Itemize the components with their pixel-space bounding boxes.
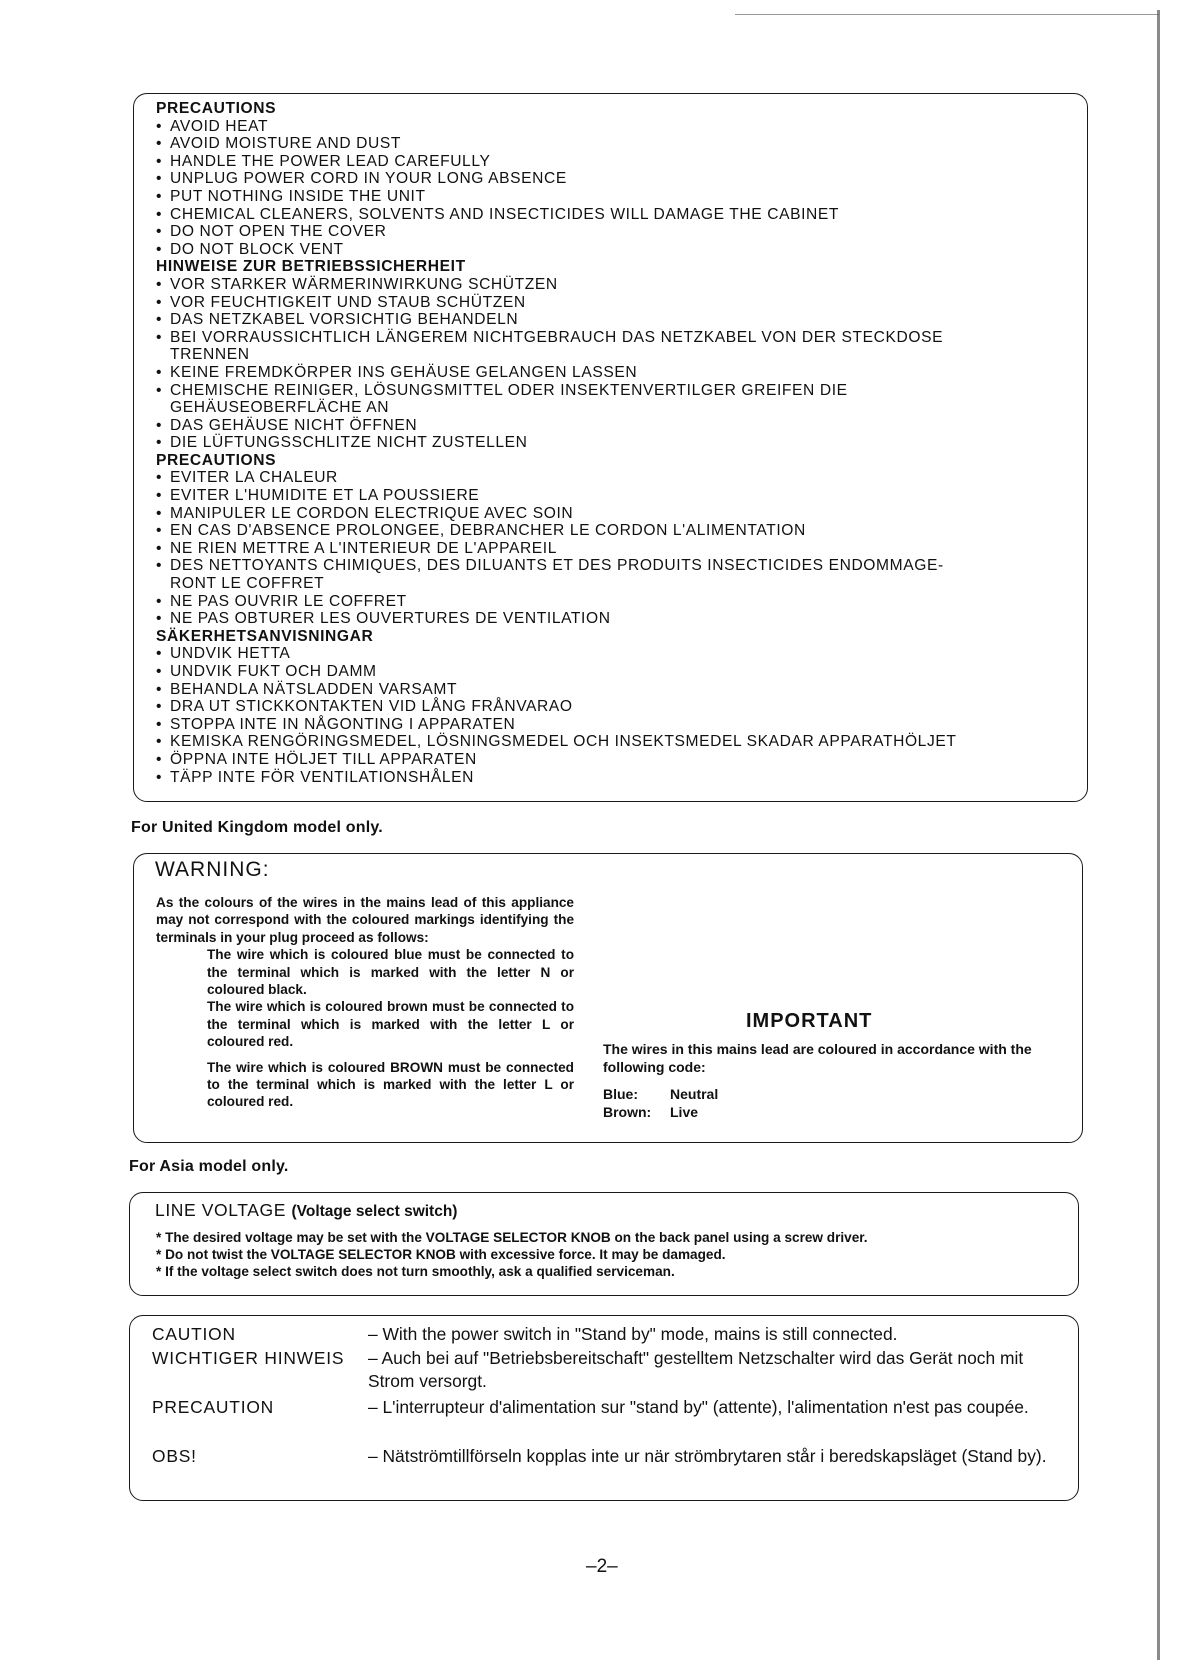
precautions-heading-fr: PRECAUTIONS <box>156 451 277 469</box>
color-code-row: Blue: Neutral <box>603 1086 719 1102</box>
warning-intro: As the colours of the wires in the mains lead of this appliance may not correspond with the coloured markings identifying the terminals in your plug proceed as follows: <box>156 895 574 945</box>
list-item: • DAS GEHÄUSE NICHT ÖFFNEN <box>156 416 418 434</box>
precautions-heading-sv: SÄKERHETSANVISNINGAR <box>156 627 374 645</box>
list-item: • UNDVIK FUKT OCH DAMM <box>156 663 377 680</box>
precautions-list-en <box>156 118 1087 259</box>
warning-box <box>133 853 1083 1143</box>
list-item: • UNDVIK HETTA <box>156 645 291 663</box>
list-item: • DIE LÜFTUNGSSCHLITZE NICHT ZUSTELLEN <box>156 434 528 452</box>
list-item: • VOR FEUCHTIGKEIT UND STAUB SCHÜTZEN <box>156 293 526 311</box>
list-item: • UNPLUG POWER CORD IN YOUR LONG ABSENCE <box>156 170 567 188</box>
list-item: • PUT NOTHING INSIDE THE UNIT <box>156 187 426 205</box>
list-item: • KEINE FREMDKÖRPER INS GEHÄUSE GELANGEN LASSEN <box>156 363 638 381</box>
wire-instruction: The wire which is coloured brown must be connected to the terminal which is marked with the letter L or coloured red. <box>207 999 574 1050</box>
list-item: • ÖPPNA INTE HÖLJET TILL APPARATEN <box>156 750 477 768</box>
list-item: • TÄPP INTE FÖR VENTILATIONSHÅLEN <box>156 768 474 786</box>
list-item: • DO NOT OPEN THE COVER <box>156 223 387 241</box>
list-item: • HANDLE THE POWER LEAD CAREFULLY <box>156 152 491 170</box>
voltage-note: * If the voltage select switch does not turn smoothly, ask a qualified serviceman. <box>156 1264 675 1279</box>
list-item: • EVITER LA CHALEUR <box>156 469 338 487</box>
list-item: • NE RIEN METTRE A L'INTERIEUR DE L'APPAREIL <box>156 539 558 557</box>
wire-instruction: The wire which is coloured blue must be connected to the terminal which is marked with the letter N or coloured black. <box>207 947 574 998</box>
list-item: • NE PAS OUVRIR LE COFFRET <box>156 592 407 610</box>
important-text: The wires in this mains lead are coloured in accordance with the following code: <box>603 1041 1032 1075</box>
list-item: • BEI VORRAUSSICHTLICH LÄNGEREM NICHTGEBRAUCH DAS NETZKABEL VON DER STECKDOSE TRENNEN <box>156 328 944 364</box>
wire-instruction: The wire which is coloured BROWN must be connected to the terminal which is marked with the letter L or coloured red. <box>207 1059 574 1110</box>
important-title: IMPORTANT <box>746 1010 873 1032</box>
precautions-heading-de: HINWEISE ZUR BETRIEBSSICHERHEIT <box>156 258 466 276</box>
warning-title: WARNING: <box>155 858 270 881</box>
page-number: –2– <box>586 1556 618 1577</box>
precautions-box <box>133 93 1088 802</box>
list-item: • BEHANDLA NÄTSLADDEN VARSAMT <box>156 680 458 698</box>
precautions-heading-en: PRECAUTIONS <box>156 100 277 117</box>
voltage-note: * Do not twist the VOLTAGE SELECTOR KNOB with excessive force. It may be damaged. <box>156 1247 726 1262</box>
list-item: • KEMISKA RENGÖRINGSMEDEL, LÖSNINGSMEDEL OCH INSEKTSMEDEL SKADAR APPARATHÖLJET <box>156 733 957 751</box>
list-item: • NE PAS OBTURER LES OUVERTURES DE VENTILATION <box>156 610 611 628</box>
list-item: • CHEMICAL CLEANERS, SOLVENTS AND INSECTICIDES WILL DAMAGE THE CABINET <box>156 205 840 223</box>
line-voltage-title: LINE VOLTAGE (Voltage select switch) <box>155 1200 458 1220</box>
list-item: • STOPPA INTE IN NÅGONTING I APPARATEN <box>156 715 516 733</box>
precautions-list-de <box>156 276 1087 452</box>
precautions-list-sv <box>156 645 1087 786</box>
top-rule <box>735 14 1159 15</box>
color-code-row: Brown: Live <box>603 1103 699 1120</box>
warning-instructions <box>156 894 574 1111</box>
list-item: • CHEMISCHE REINIGER, LÖSUNGSMITTEL ODER INSEKTENVERTILGER GREIFEN DIE GEHÄUSEOBERFLÄCHE AN <box>156 381 848 417</box>
list-item: • EN CAS D'ABSENCE PROLONGEE, DEBRANCHER LE CORDON L'ALIMENTATION <box>156 522 806 540</box>
uk-model-label: For United Kingdom model only. <box>131 819 383 836</box>
wire-color-codes <box>603 1086 718 1121</box>
asia-model-label: For Asia model only. <box>129 1158 289 1175</box>
caution-box: CAUTION – With the power switch in "Stand by" mode, mains is still connected. WICHTIGER HINWEIS – Auch bei auf "Betriebsbereitschaft" gestelltem Netzschalter wird das Gerät noch mit Strom versorgt. PRECAUTION – L'interrupteur d'alimentation sur "stand by" (attente), l'alimentation n'est pas coupée. OBS! – Nätströmtillförseln kopplas inte ur när strömbrytaren står i beredskapsläget (Stand by). <box>129 1315 1079 1501</box>
list-item: • DO NOT BLOCK VENT <box>156 240 344 258</box>
list-item: • DES NETTOYANTS CHIMIQUES, DES DILUANTS ET DES PRODUITS INSECTICIDES ENDOMMAGE- RONT LE COFFRET <box>156 557 944 593</box>
precautions-list-fr <box>156 469 1087 627</box>
list-item: • AVOID MOISTURE AND DUST <box>156 135 401 153</box>
list-item: • MANIPULER LE CORDON ELECTRIQUE AVEC SOIN <box>156 504 574 522</box>
line-voltage-box <box>129 1192 1079 1296</box>
list-item: • EVITER L'HUMIDITE ET LA POUSSIERE <box>156 487 480 505</box>
line-voltage-notes <box>156 1229 868 1280</box>
page-edge-line <box>1157 10 1160 1660</box>
list-item: • DAS NETZKABEL VORSICHTIG BEHANDELN <box>156 311 519 329</box>
list-item: • DRA UT STICKKONTAKTEN VID LÅNG FRÅNVARAO <box>156 698 573 716</box>
list-item: • VOR STARKER WÄRMERINWIRKUNG SCHÜTZEN <box>156 275 558 293</box>
list-item: • AVOID HEAT <box>156 117 269 135</box>
voltage-note: * The desired voltage may be set with the VOLTAGE SELECTOR KNOB on the back panel using a screw driver. <box>156 1230 868 1245</box>
